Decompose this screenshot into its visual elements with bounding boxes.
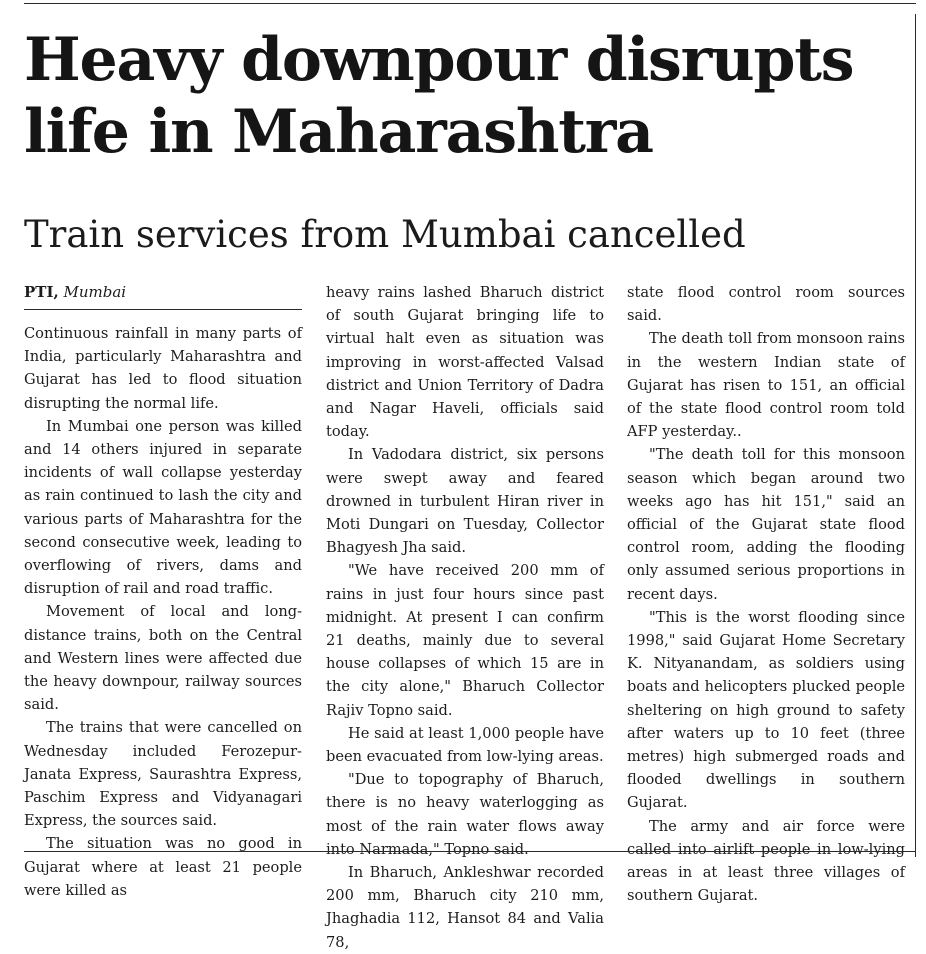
article-column-3	[627, 281, 905, 907]
byline-location: Mumbai	[63, 283, 127, 301]
paragraph: He said at least 1,000 people have been evacuated from low-lying areas.	[326, 724, 604, 766]
top-border-rule	[24, 3, 916, 4]
subheadline: Train services from Mumbai cancelled	[24, 213, 746, 256]
paragraph: The army and air force were called into airlift people in low-lying areas in at least three villages of southern Gujarat.	[627, 817, 905, 905]
article-column-2	[326, 281, 604, 954]
paragraph: "The death toll for this monsoon season which began around two weeks ago has hit 151," said an official of the Gujarat state flood control room, adding the flooding only assumed serious proportions in recent days.	[627, 446, 905, 603]
byline-agency: PTI,	[24, 283, 59, 301]
paragraph: The death toll from monsoon rains in the western Indian state of Gujarat has risen to 151, an official of the state flood control room told AFP yesterday..	[627, 330, 905, 441]
paragraph: state flood control room sources said.	[627, 284, 905, 325]
byline	[24, 281, 302, 310]
article-column-1	[24, 281, 302, 902]
paragraph: "We have received 200 mm of rains in just four hours since past midnight. At present I can confirm 21 deaths, mainly due to several house collapses of which 15 are in the city alone," Bharuch Collector Rajiv Topno said.	[326, 562, 604, 719]
paragraph: In Mumbai one person was killed and 14 others injured in separate incidents of wall collapse yesterday as rain continued to lash the city and various parts of Maharashtra for the second consecutive week, leading to overflowing of rivers, dams and disruption of rail and road traffic.	[24, 417, 302, 598]
paragraph: heavy rains lashed Bharuch district of south Gujarat bringing life to virtual halt even as situation was improving in worst-affected Valsad district and Union Territory of Dadra and Nagar Haveli, officials said today.	[326, 284, 604, 441]
paragraph: "This is the worst flooding since 1998," said Gujarat Home Secretary K. Nityanandam, as soldiers using boats and helicopters plucked people sheltering on high ground to safety after waters up to 10 feet (three metres) high submerged roads and flooded dwellings in southern Gujarat.	[627, 608, 905, 812]
paragraph: "Due to topography of Bharuch, there is no heavy waterlogging as most of the rain water flows away into Narmada," Topno said.	[326, 771, 604, 858]
paragraph: In Bharuch, Ankleshwar recorded 200 mm, Bharuch city 210 mm, Jhaghadia 112, Hansot 84 and Valia 78,	[326, 864, 604, 951]
paragraph: Continuous rainfall in many parts of India, particularly Maharashtra and Gujarat has led to flood situation disrupting the normal life.	[24, 325, 302, 412]
paragraph: In Vadodara district, six persons were swept away and feared drowned in turbulent Hiran river in Moti Dungari on Tuesday, Collector Bhagyesh Jha said.	[326, 446, 604, 557]
paragraph: The situation was no good in Gujarat where at least 21 people were killed as	[24, 835, 302, 899]
headline: Heavy downpour disrupts life in Maharashtra	[24, 25, 854, 167]
paragraph: The trains that were cancelled on Wednesday included Ferozepur-Janata Express, Saurashtra Express, Paschim Express and Vidyanagari Express, the sources said.	[24, 719, 302, 830]
paragraph: Movement of local and long-distance trains, both on the Central and Western lines were affected due the heavy downpour, railway sources said.	[24, 603, 302, 714]
right-border-rule	[915, 14, 916, 857]
bottom-border-rule	[24, 851, 916, 852]
